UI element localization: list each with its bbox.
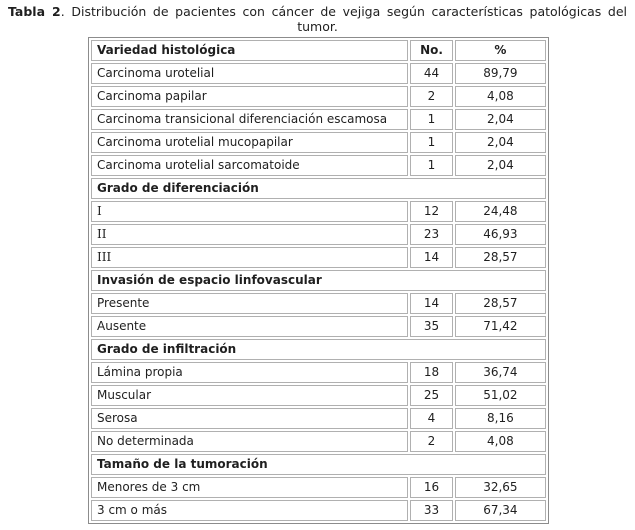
cell-label: Lámina propia (91, 362, 408, 383)
cell-percent: 28,57 (455, 293, 546, 314)
table-row (91, 500, 546, 521)
table-row (91, 293, 546, 314)
table-row (91, 63, 546, 84)
cell-label: Muscular (91, 385, 408, 406)
cell-count: 12 (410, 201, 453, 222)
cell-count: 1 (410, 109, 453, 130)
table-row (91, 109, 546, 130)
cell-count: 35 (410, 316, 453, 337)
cell-label: Serosa (91, 408, 408, 429)
cell-count: 25 (410, 385, 453, 406)
cell-percent: 36,74 (455, 362, 546, 383)
table-row (91, 155, 546, 176)
col-header-variedad: Variedad histológica (91, 40, 408, 61)
cell-label: I (91, 201, 408, 222)
cell-count: 1 (410, 132, 453, 153)
cell-percent: 28,57 (455, 247, 546, 268)
cell-count: 2 (410, 431, 453, 452)
cell-label: Carcinoma papilar (91, 86, 408, 107)
cell-percent: 8,16 (455, 408, 546, 429)
table-row (91, 224, 546, 245)
cell-label: Carcinoma urotelial sarcomatoide (91, 155, 408, 176)
cell-percent: 2,04 (455, 109, 546, 130)
cell-count: 44 (410, 63, 453, 84)
cell-percent: 46,93 (455, 224, 546, 245)
cell-count: 18 (410, 362, 453, 383)
cell-label: III (91, 247, 408, 268)
table-row (91, 431, 546, 452)
table-header-row (91, 40, 546, 61)
cell-label: Presente (91, 293, 408, 314)
section-header: Invasión de espacio linfovascular (91, 270, 546, 291)
cell-label: Carcinoma urotelial (91, 63, 408, 84)
cell-label: Ausente (91, 316, 408, 337)
table-row (91, 316, 546, 337)
table-row (91, 247, 546, 268)
cell-percent: 67,34 (455, 500, 546, 521)
cell-percent: 4,08 (455, 431, 546, 452)
cell-label: No determinada (91, 431, 408, 452)
cell-label: Carcinoma urotelial mucopapilar (91, 132, 408, 153)
table-row (91, 132, 546, 153)
cell-label: II (91, 224, 408, 245)
section-header-row (91, 178, 546, 199)
col-header-no: No. (410, 40, 453, 61)
cell-percent: 2,04 (455, 132, 546, 153)
cell-percent: 32,65 (455, 477, 546, 498)
cell-count: 16 (410, 477, 453, 498)
cell-percent: 89,79 (455, 63, 546, 84)
cell-count: 4 (410, 408, 453, 429)
cell-count: 23 (410, 224, 453, 245)
cell-percent: 4,08 (455, 86, 546, 107)
table-caption-text: . Distribución de pacientes con cáncer de vejiga según características patológicas del tumor. (60, 4, 627, 34)
section-header: Grado de diferenciación (91, 178, 546, 199)
cell-count: 14 (410, 293, 453, 314)
section-header: Tamaño de la tumoración (91, 454, 546, 475)
cell-label: Menores de 3 cm (91, 477, 408, 498)
table-row (91, 477, 546, 498)
cell-count: 2 (410, 86, 453, 107)
cell-percent: 2,04 (455, 155, 546, 176)
table-row (91, 385, 546, 406)
patients-pathology-table (88, 37, 549, 524)
section-header-row (91, 339, 546, 360)
cell-percent: 71,42 (455, 316, 546, 337)
table-caption-label: Tabla 2 (8, 4, 61, 19)
table-row (91, 201, 546, 222)
table-row (91, 86, 546, 107)
cell-count: 1 (410, 155, 453, 176)
section-header-row (91, 454, 546, 475)
table-row (91, 362, 546, 383)
cell-percent: 24,48 (455, 201, 546, 222)
col-header-percent: % (455, 40, 546, 61)
cell-label: Carcinoma transicional diferenciación escamosa (91, 109, 408, 130)
cell-count: 14 (410, 247, 453, 268)
cell-label: 3 cm o más (91, 500, 408, 521)
section-header-row (91, 270, 546, 291)
table-caption (8, 4, 627, 34)
table-row (91, 408, 546, 429)
cell-percent: 51,02 (455, 385, 546, 406)
cell-count: 33 (410, 500, 453, 521)
section-header: Grado de infiltración (91, 339, 546, 360)
